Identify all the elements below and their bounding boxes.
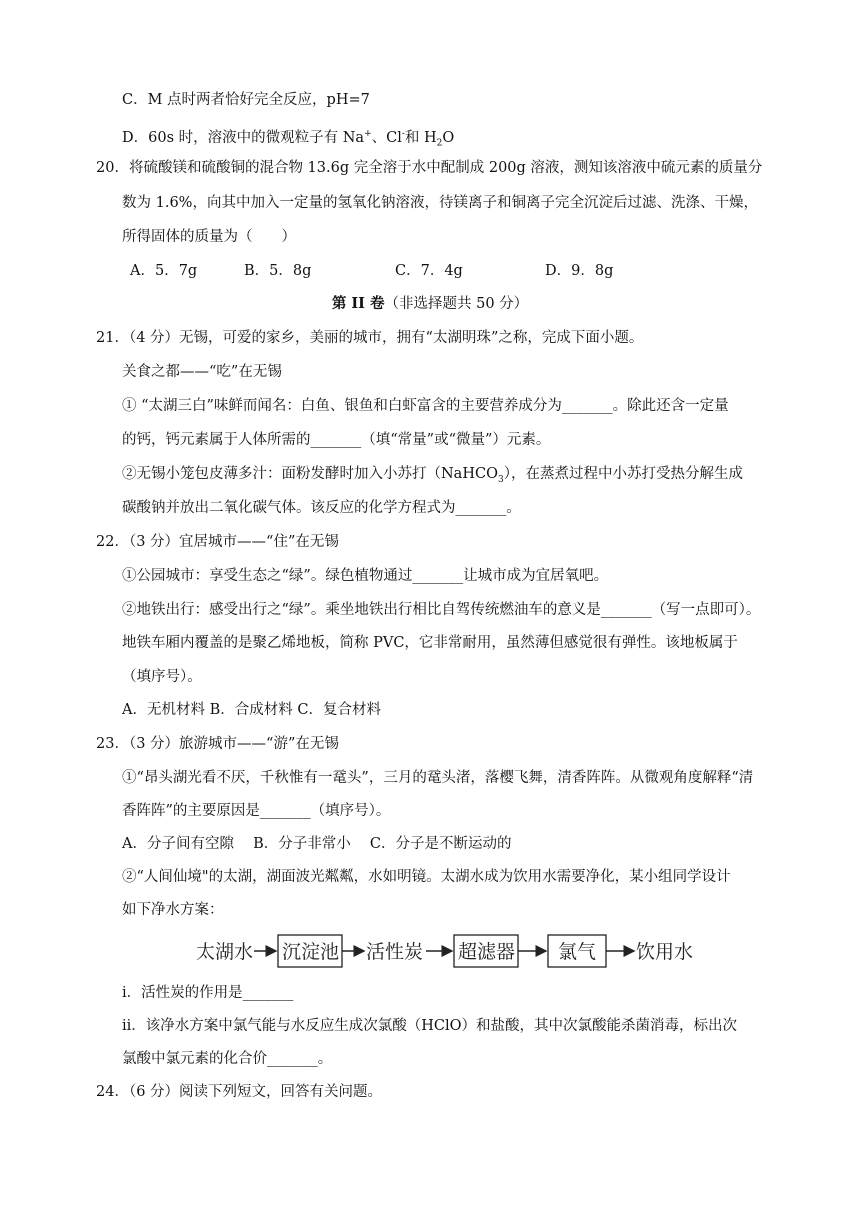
q22-part2-line3: （填序号）。 — [122, 669, 202, 685]
q21-head: 21．（4 分）无锡，可爱的家乡，美丽的城市，拥有“太湖明珠”之称，完成下面小题。 — [96, 330, 644, 346]
q21-part1-line1: ① “太湖三白”味鲜而闻名：白鱼、银鱼和白虾富含的主要营养成分为_______。除此还含一定量 — [122, 398, 729, 414]
q21-part2-line1: ②无锡小笼包皮薄多汁：面粉发酵时加入小苏打（NaHCO$_3$），在蒸煮过程中小苏打受热分解生成 — [122, 466, 743, 485]
q20-option-b: B．5．8g — [244, 263, 312, 279]
q20-stem-line1: 20．将硫酸镁和硫酸铜的混合物 13.6g 完全溶于水中配制成 200g 溶液，测知该溶液中硫元素的质量分 — [96, 160, 763, 176]
diagram-node-drinking-water: 饮用水 — [636, 941, 694, 963]
q19-option-d: D．60s 时，溶液中的微观粒子有 Na+、Cl-和 $H_2O$ — [122, 129, 455, 149]
diagram-node-chlorine: 氯气 — [558, 941, 597, 963]
section-title: 第 II 卷（非选择题共 50 分） — [331, 295, 529, 312]
q20-stem-line2: 数为 1.6%，向其中加入一定量的氢氧化钠溶液，待镁离子和铜离子完全沉淀后过滤、洗涤、干燥， — [122, 195, 758, 211]
q21-subtitle: 关食之都——“吃”在无锡 — [122, 364, 282, 380]
q23-head: 23．（3 分）旅游城市——“游”在无锡 — [96, 736, 339, 752]
q19-option-c: C．M 点时两者恰好完全反应，pH=7 — [122, 92, 370, 108]
q23-part1-line2: 香阵阵”的主要原因是_______（填序号）。 — [122, 803, 391, 819]
diagram-node-ultrafilter: 超滤器 — [458, 941, 516, 963]
q23-sub-ii-line2: 氯酸中氯元素的化合价_______。 — [122, 1051, 333, 1067]
q20-stem-line3: 所得固体的质量为（ ） — [122, 229, 296, 245]
q23-sub-i: i．活性炭的作用是_______ — [122, 985, 294, 1001]
q23-part2-line2: 如下净水方案： — [122, 902, 224, 918]
q22-options: A．无机材料 B．合成材料 C．复合材料 — [122, 702, 381, 718]
q22-head: 22．（3 分）宜居城市——“住”在无锡 — [96, 534, 339, 550]
q20-option-d: D．9．8g — [545, 263, 614, 279]
q22-part1: ①公园城市：享受生态之“绿”。绿色植物通过_______让城市成为宜居氧吧。 — [122, 568, 609, 584]
q22-part2-line1: ②地铁出行：感受出行之“绿”。乘坐地铁出行相比自驾传统燃油车的意义是_______（写一点即可）。 — [122, 602, 761, 618]
q21-part1-line2: 的钙，钙元素属于人体所需的_______（填“常量”或“微量”）元素。 — [122, 432, 551, 448]
diagram-node-taihu-water: 太湖水 — [196, 941, 254, 963]
q23-options: A．分子间有空隙 B．分子非常小 C．分子是不断运动的 — [122, 836, 512, 852]
q23-sub-ii-line1: ii．该净水方案中氯气能与水反应生成次氯酸（HClO）和盐酸，其中次氯酸能杀菌消毒，标出次 — [122, 1018, 738, 1034]
water-purification-diagram — [196, 932, 716, 972]
q22-part2-line2: 地铁车厢内覆盖的是聚乙烯地板，简称 PVC，它非常耐用，虽然薄但感觉很有弹性。该地板属于 — [122, 635, 738, 651]
q20-option-c: C．7．4g — [395, 263, 463, 279]
q23-part2-line1: ②“人间仙境"的太湖，湖面波光粼粼，水如明镜。太湖水成为饮用水需要净化，某小组同学设计 — [122, 869, 731, 885]
q24-head: 24．（6 分）阅读下列短文，回答有关问题。 — [96, 1084, 383, 1100]
q23-part1-line1: ①“昂头湖光看不厌，千秋惟有一鼋头”，三月的鼋头渚，落樱飞舞，清香阵阵。从微观角度解释“清 — [122, 770, 754, 786]
q21-part2-line2: 碳酸钠并放出二氧化碳气体。该反应的化学方程式为_______。 — [122, 500, 521, 516]
q20-option-a: A．5．7g — [130, 263, 198, 279]
diagram-node-activated-carbon: 活性炭 — [366, 941, 424, 963]
diagram-node-sedimentation: 沉淀池 — [282, 941, 340, 963]
